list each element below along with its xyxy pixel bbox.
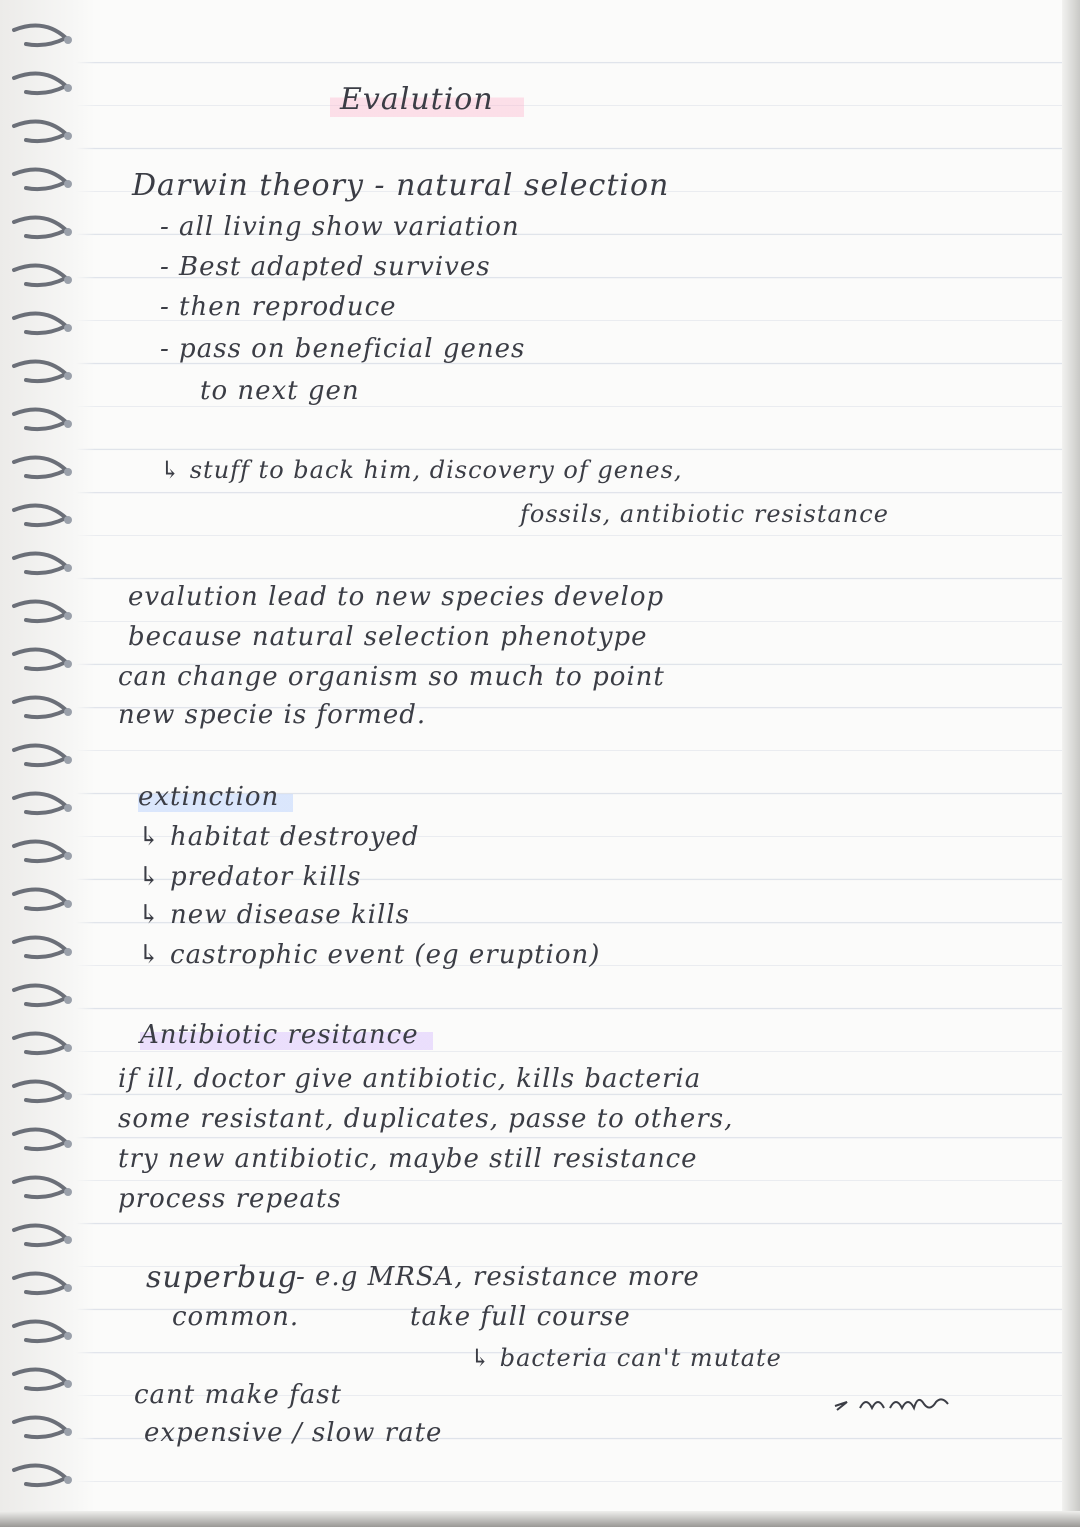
superbug-line: expensive / slow rate (144, 1418, 443, 1448)
superbug-label: superbug (146, 1260, 298, 1295)
antibiotic-line: some resistant, duplicates, passe to others, (118, 1104, 734, 1134)
antibiotic-line: if ill, doctor give antibiotic, kills bacteria (118, 1064, 702, 1094)
superbug-line: ↳ bacteria can't mutate (470, 1344, 782, 1372)
evolution-paragraph-line: evalution lead to new species develop (128, 582, 665, 612)
page-edge-bottom (0, 1511, 1080, 1527)
extinction-item: ↳ castrophic event (eg eruption) (138, 940, 601, 970)
superbug-label-2: common. (172, 1302, 300, 1332)
antibiotic-line: process repeats (118, 1184, 342, 1214)
page-edge-right (1062, 0, 1080, 1527)
antibiotic-heading: Antibiotic resitance (140, 1020, 433, 1050)
superbug-line: cant make fast (134, 1380, 342, 1410)
darwin-support: ↳ stuff to back him, discovery of genes, (160, 456, 683, 484)
extinction-item: ↳ habitat destroyed (138, 822, 420, 852)
spiral-binding (8, 20, 88, 1520)
evolution-paragraph-line: can change organism so much to point (118, 662, 665, 692)
extinction-item: ↳ predator kills (138, 862, 362, 892)
darwin-point: - then reproduce (160, 292, 397, 322)
evolution-paragraph-line: because natural selection phenotype (128, 622, 648, 652)
darwin-support: fossils, antibiotic resistance (520, 500, 889, 528)
darwin-heading: Darwin theory - natural selection (132, 168, 670, 203)
darwin-point: - Best adapted survives (160, 252, 491, 282)
page-title: Evalution (330, 82, 524, 117)
darwin-point: - all living show variation (160, 212, 520, 242)
scribble-mark (830, 1388, 960, 1418)
superbug-line: - e.g MRSA, resistance more (296, 1262, 700, 1292)
darwin-point: to next gen (200, 376, 360, 406)
superbug-line: take full course (410, 1302, 631, 1332)
antibiotic-line: try new antibiotic, maybe still resistance (118, 1144, 698, 1174)
extinction-heading: extinction (138, 782, 293, 812)
darwin-point: - pass on beneficial genes (160, 334, 526, 364)
extinction-item: ↳ new disease kills (138, 900, 410, 930)
evolution-paragraph-line: new specie is formed. (118, 700, 427, 730)
